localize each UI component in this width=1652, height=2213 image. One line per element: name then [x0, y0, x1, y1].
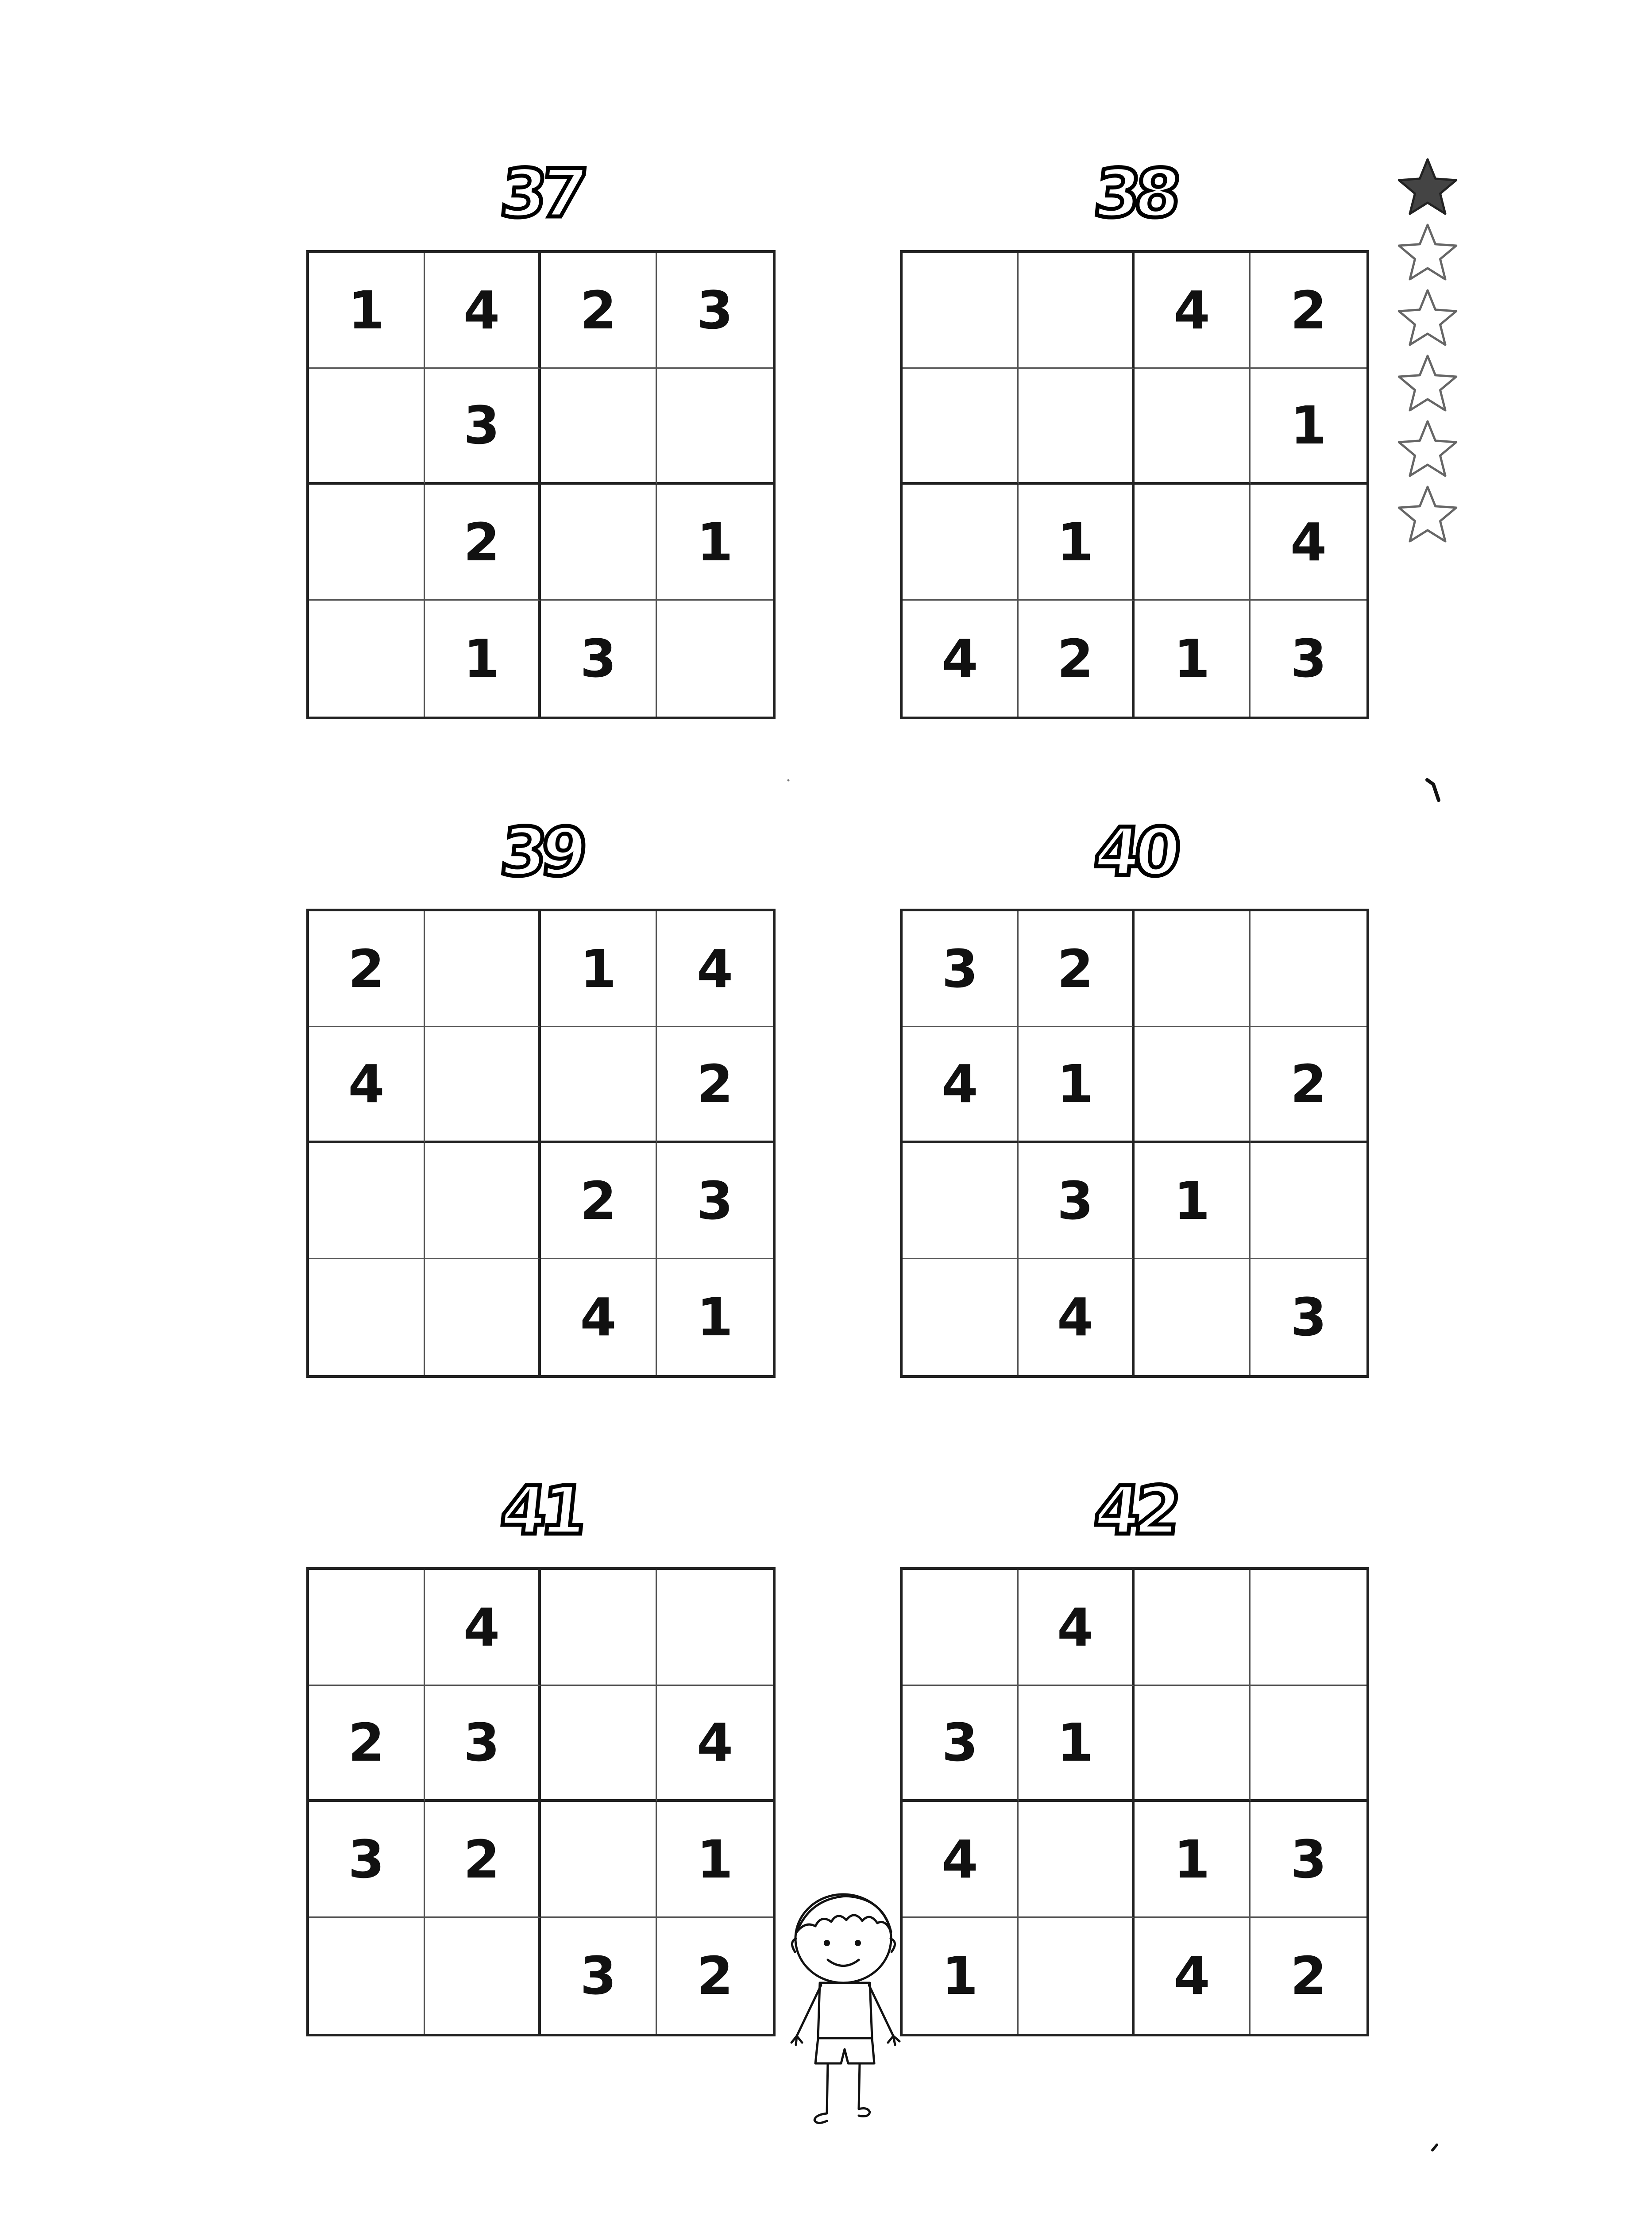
star-icon [1394, 220, 1461, 287]
grid-cell[interactable]: 1 [1135, 601, 1251, 717]
grid-cell[interactable]: 1 [1135, 1143, 1251, 1259]
grid-cell[interactable] [1251, 1143, 1366, 1259]
grid-cell[interactable] [425, 1918, 541, 2034]
puzzle-grid [306, 909, 776, 1378]
puzzle-grid [306, 1567, 776, 2036]
grid-cell[interactable] [1251, 1570, 1366, 1686]
grid-cell[interactable]: 3 [541, 601, 657, 717]
puzzle-grid [306, 250, 776, 719]
grid-cell[interactable]: 3 [541, 1918, 657, 2034]
stray-mark [1425, 778, 1443, 805]
star-icon [1394, 155, 1461, 221]
grid-cell[interactable]: 3 [1251, 1802, 1366, 1918]
grid-cell[interactable] [1251, 911, 1366, 1027]
grid-cell[interactable]: 1 [309, 253, 425, 369]
grid-cell[interactable] [1251, 1686, 1366, 1802]
grid-cell[interactable] [541, 1570, 657, 1686]
grid-cell[interactable]: 1 [1019, 1686, 1135, 1802]
grid-cell[interactable] [309, 485, 425, 601]
grid-cell[interactable] [425, 911, 541, 1027]
grid-cell[interactable]: 3 [903, 911, 1019, 1027]
grid-cell[interactable] [1019, 253, 1135, 369]
grid-cell[interactable]: 1 [696, 1287, 733, 1348]
grid-cell[interactable] [1019, 1802, 1135, 1918]
grid-cell[interactable]: 1 [1019, 485, 1135, 601]
grid-cell[interactable]: 2 [1019, 601, 1135, 717]
boy-drawing [779, 1890, 912, 2138]
star-icon [1394, 286, 1461, 352]
grid-cell[interactable] [1019, 369, 1135, 485]
grid-cell[interactable]: 1 [541, 911, 657, 1027]
grid-cell[interactable] [1135, 1686, 1251, 1802]
stray-mark [786, 778, 791, 783]
grid-cell[interactable]: 4 [425, 253, 541, 369]
grid-cell[interactable]: 4 [657, 1686, 773, 1802]
puzzle-number: 39 [497, 814, 585, 891]
grid-cell[interactable]: 2 [696, 1945, 733, 2006]
puzzle-grid [900, 250, 1369, 719]
grid-cell[interactable] [309, 369, 425, 485]
grid-cell[interactable]: 4 [657, 911, 773, 1027]
grid-cell[interactable]: 3 [425, 369, 541, 485]
grid-cell[interactable]: 2 [309, 911, 425, 1027]
grid-cell[interactable] [425, 1143, 541, 1259]
puzzle-number: 42 [1090, 1473, 1179, 1550]
grid-cell[interactable]: 4 [1019, 1570, 1135, 1686]
grid-cell[interactable]: 4 [903, 601, 1019, 717]
grid-cell[interactable] [425, 1027, 541, 1143]
grid-cell[interactable] [309, 1918, 425, 2034]
grid-cell[interactable]: 2 [657, 1027, 773, 1143]
grid-cell[interactable]: 3 [657, 253, 773, 369]
grid-cell[interactable] [657, 369, 773, 485]
grid-cell[interactable]: 4 [903, 1802, 1019, 1918]
grid-cell[interactable]: 2 [1019, 911, 1135, 1027]
grid-cell[interactable]: 1 [657, 1802, 773, 1918]
grid-cell[interactable]: 4 [1135, 253, 1251, 369]
grid-cell[interactable] [541, 369, 657, 485]
grid-cell[interactable] [657, 1570, 773, 1686]
star-icon [1394, 417, 1461, 483]
difficulty-rating [1394, 155, 1465, 549]
grid-cell[interactable] [903, 1259, 1019, 1375]
puzzle-number: 38 [1090, 155, 1179, 232]
puzzle-grid [900, 1567, 1369, 2036]
puzzle-number: 41 [497, 1473, 585, 1550]
star-icon [1394, 351, 1461, 418]
grid-cell[interactable] [1135, 369, 1251, 485]
grid-cell[interactable]: 1 [903, 1918, 1019, 2034]
grid-cell[interactable] [903, 253, 1019, 369]
grid-cell[interactable]: 4 [541, 1259, 657, 1375]
grid-cell[interactable]: 2 [309, 1686, 425, 1802]
grid-cell[interactable]: 3 [903, 1686, 1019, 1802]
grid-cell[interactable] [309, 601, 425, 717]
grid-cell[interactable]: 4 [1019, 1259, 1135, 1375]
grid-cell[interactable] [541, 1686, 657, 1802]
grid-cell[interactable] [425, 1259, 541, 1375]
grid-cell[interactable] [541, 1027, 657, 1143]
grid-cell[interactable]: 3 [1290, 628, 1327, 689]
star-icon [1394, 482, 1461, 549]
grid-cell[interactable] [541, 1802, 657, 1918]
grid-cell[interactable] [903, 369, 1019, 485]
puzzle-number: 37 [497, 155, 585, 232]
puzzle-number: 40 [1090, 814, 1179, 891]
grid-cell[interactable]: 3 [657, 1143, 773, 1259]
grid-cell[interactable]: 1 [657, 485, 773, 601]
grid-cell[interactable]: 3 [425, 1686, 541, 1802]
grid-cell[interactable]: 2 [425, 1802, 541, 1918]
grid-cell[interactable] [309, 1143, 425, 1259]
grid-cell[interactable] [541, 485, 657, 601]
grid-cell[interactable]: 1 [425, 601, 541, 717]
grid-cell[interactable]: 4 [425, 1570, 541, 1686]
grid-cell[interactable] [657, 601, 773, 717]
grid-cell[interactable]: 4 [1135, 1918, 1251, 2034]
puzzle-grid [900, 909, 1369, 1378]
grid-cell[interactable]: 1 [1135, 1802, 1251, 1918]
grid-cell[interactable] [1135, 1027, 1251, 1143]
grid-cell[interactable]: 2 [1290, 1945, 1327, 2006]
stray-mark [1431, 2143, 1440, 2152]
grid-cell[interactable] [1135, 911, 1251, 1027]
grid-cell[interactable]: 2 [1251, 253, 1366, 369]
grid-cell[interactable] [1135, 1259, 1251, 1375]
grid-cell[interactable]: 2 [541, 1143, 657, 1259]
grid-cell[interactable]: 2 [425, 485, 541, 601]
grid-cell[interactable] [1135, 1570, 1251, 1686]
grid-cell[interactable] [1135, 485, 1251, 601]
grid-cell[interactable]: 4 [309, 1027, 425, 1143]
grid-cell[interactable]: 2 [541, 253, 657, 369]
grid-cell[interactable] [903, 1570, 1019, 1686]
grid-cell[interactable]: 4 [1251, 485, 1366, 601]
grid-cell[interactable] [903, 1143, 1019, 1259]
grid-cell[interactable] [309, 1570, 425, 1686]
grid-cell[interactable]: 1 [1251, 369, 1366, 485]
grid-cell[interactable] [309, 1259, 425, 1375]
grid-cell[interactable]: 4 [903, 1027, 1019, 1143]
grid-cell[interactable]: 2 [1251, 1027, 1366, 1143]
grid-cell[interactable]: 3 [1019, 1143, 1135, 1259]
grid-cell[interactable]: 1 [1019, 1027, 1135, 1143]
grid-cell[interactable]: 3 [309, 1802, 425, 1918]
grid-cell[interactable] [903, 485, 1019, 601]
grid-cell[interactable] [1019, 1918, 1135, 2034]
grid-cell[interactable]: 3 [1290, 1287, 1327, 1348]
